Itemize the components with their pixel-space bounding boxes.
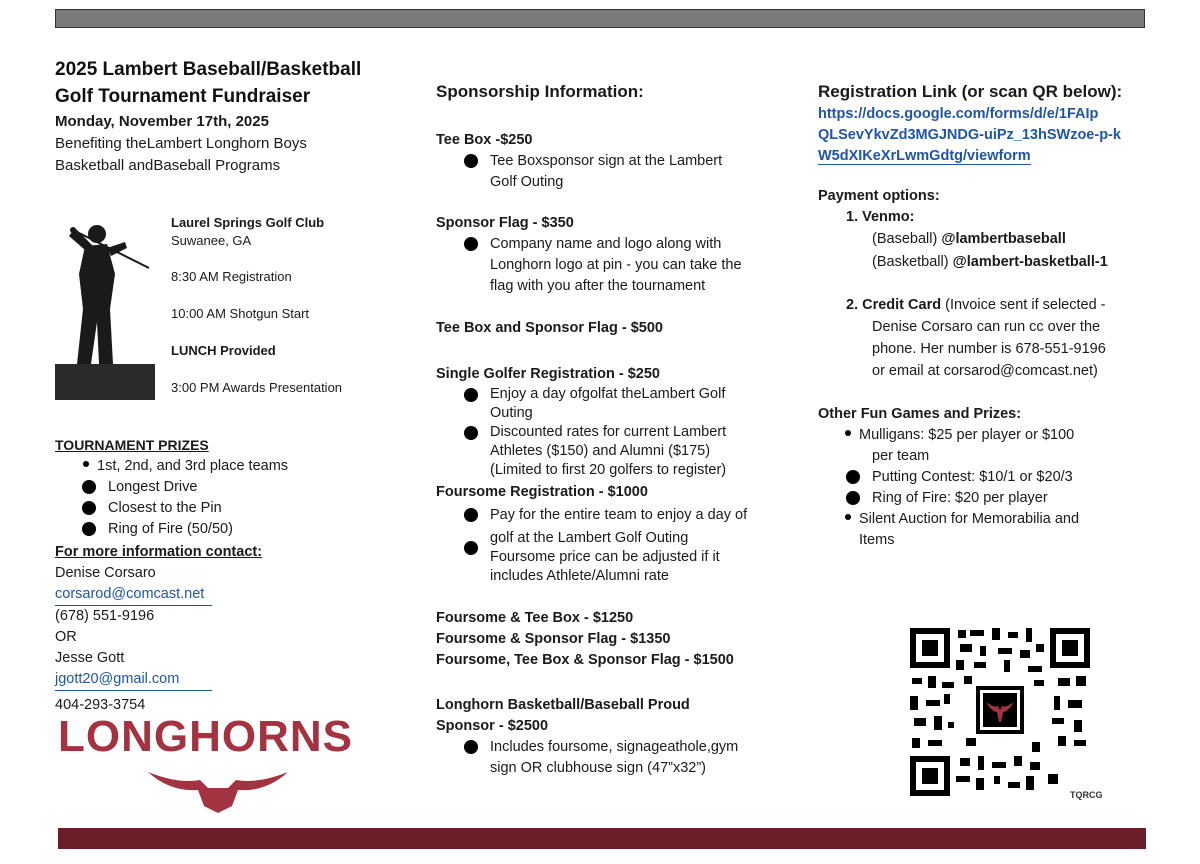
prizes-heading: TOURNAMENT PRIZES bbox=[55, 437, 209, 453]
prize-item: Longest Drive bbox=[55, 477, 395, 498]
benefit-line-2: Basketball andBaseball Programs bbox=[55, 157, 281, 174]
contact-name-2: Jesse Gott bbox=[55, 650, 125, 666]
prize-item: Closest to the Pin bbox=[55, 498, 395, 519]
tier-combo-3: Foursome, Tee Box & Sponsor Flag - $1500 bbox=[436, 652, 734, 668]
awards-time: 3:00 PM Awards Presentation bbox=[171, 380, 343, 395]
tier-desc: Enjoy a day ofgolfat theLambert Golf Outing bbox=[436, 385, 781, 423]
prizes-section bbox=[55, 435, 395, 716]
tier-proud-2: Sponsor - $2500 bbox=[436, 718, 549, 734]
games-heading: Other Fun Games and Prizes: bbox=[818, 406, 1022, 422]
contact-name-1: Denise Corsaro bbox=[55, 565, 156, 581]
tier-foursome: Foursome Registration - $1000 bbox=[436, 484, 648, 500]
contact-email-2[interactable]: jgott20@gmail.com bbox=[55, 669, 212, 691]
contact-heading: For more information contact: bbox=[55, 544, 263, 560]
right-column bbox=[818, 80, 1148, 551]
venmo-basketball: (Basketball) @lambert-basketball-1 bbox=[872, 254, 1108, 270]
tier-combo-1: Foursome & Tee Box - $1250 bbox=[436, 610, 634, 626]
game-item: Ring of Fire: $20 per player bbox=[818, 488, 1148, 509]
tier-combo-2: Foursome & Sponsor Flag - $1350 bbox=[436, 631, 671, 647]
game-item: Silent Auction for Memorabilia and Items bbox=[818, 509, 1148, 551]
contact-phone-2: 404-293-3754 bbox=[55, 697, 146, 713]
tier-tee-box: Tee Box -$250 bbox=[436, 132, 533, 148]
tier-tee-flag: Tee Box and Sponsor Flag - $500 bbox=[436, 320, 663, 336]
venue-name: Laurel Springs Golf Club bbox=[171, 215, 325, 230]
prize-item: Ring of Fire (50/50) bbox=[55, 519, 395, 540]
tier-desc: Pay for the entire team to enjoy a day of bbox=[436, 505, 781, 526]
event-details bbox=[171, 214, 401, 397]
bottom-divider-bar bbox=[58, 828, 1146, 849]
qr-generator-mark: TQRCG bbox=[1070, 790, 1103, 800]
benefit-line-1: Benefiting theLambert Longhorn Boys bbox=[55, 135, 307, 152]
top-divider-bar bbox=[55, 9, 1145, 28]
tier-sponsor-flag: Sponsor Flag - $350 bbox=[436, 215, 574, 231]
lunch-note: LUNCH Provided bbox=[171, 343, 276, 358]
prize-item: 1st, 2nd, and 3rd place teams bbox=[55, 456, 395, 477]
tier-desc: Tee Boxsponsor sign at the Lambert Golf Outing bbox=[436, 151, 781, 193]
credit-card-option: 2. Credit Card (Invoice sent if selected - bbox=[846, 297, 1106, 313]
game-item: Putting Contest: $10/1 or $20/3 bbox=[818, 467, 1148, 488]
venue-city: Suwanee, GA bbox=[171, 233, 252, 248]
tier-desc: golf at the Lambert Golf Outing Foursome price can be adjusted if it includes Athlete/Alumni rate bbox=[436, 529, 781, 586]
registration-qr-code[interactable] bbox=[908, 626, 1092, 798]
event-date: Monday, November 17th, 2025 bbox=[55, 113, 269, 130]
contact-phone-1: (678) 551-9196 bbox=[55, 608, 155, 624]
registration-heading: Registration Link (or scan QR below): bbox=[818, 82, 1123, 101]
contact-email-1[interactable]: corsarod@comcast.net bbox=[55, 584, 212, 606]
golfer-silhouette-icon bbox=[55, 214, 155, 400]
longhorn-logo-icon bbox=[148, 766, 288, 814]
tier-desc: Discounted rates for current Lambert Athletes ($150) and Alumni ($175) (Limited to first 20 golfers to register) bbox=[436, 423, 781, 480]
contact-or: OR bbox=[55, 629, 77, 645]
registration-link[interactable]: https://docs.google.com/forms/d/e/1FAIp QLSevYkvZd3MGJNDG-uiPz_13hSWzoe-p-k W5dXIKeXrLwmGdtg/viewform bbox=[818, 106, 1121, 164]
tier-desc: Includes foursome, signageathole,gym sign OR clubhouse sign (47”x32”) bbox=[436, 737, 781, 779]
sponsorship-column bbox=[436, 80, 781, 779]
venmo-label: 1. Venmo: bbox=[846, 209, 915, 225]
title-line-2: Golf Tournament Fundraiser bbox=[55, 86, 311, 107]
tier-single-golfer: Single Golfer Registration - $250 bbox=[436, 366, 660, 382]
payment-heading: Payment options: bbox=[818, 188, 940, 204]
tier-proud-1: Longhorn Basketball/Baseball Proud bbox=[436, 697, 690, 713]
registration-time: 8:30 AM Registration bbox=[171, 269, 292, 284]
game-item: Mulligans: $25 per player or $100 per team bbox=[818, 425, 1148, 467]
left-column bbox=[55, 56, 395, 177]
longhorns-logo-text: LONGHORNS bbox=[58, 712, 353, 761]
tier-desc: Company name and logo along with Longhorn logo at pin - you can take the flag with you after the tournament bbox=[436, 234, 781, 297]
title-line-1: 2025 Lambert Baseball/Basketball bbox=[55, 59, 362, 80]
sponsorship-heading: Sponsorship Information: bbox=[436, 82, 644, 101]
credit-card-desc: Denise Corsaro can run cc over the phone. Her number is 678-551-9196 or email at corsarod@comcast.net) bbox=[872, 319, 1106, 379]
venmo-baseball: (Baseball) @lambertbaseball bbox=[872, 231, 1066, 247]
shotgun-time: 10:00 AM Shotgun Start bbox=[171, 306, 310, 321]
